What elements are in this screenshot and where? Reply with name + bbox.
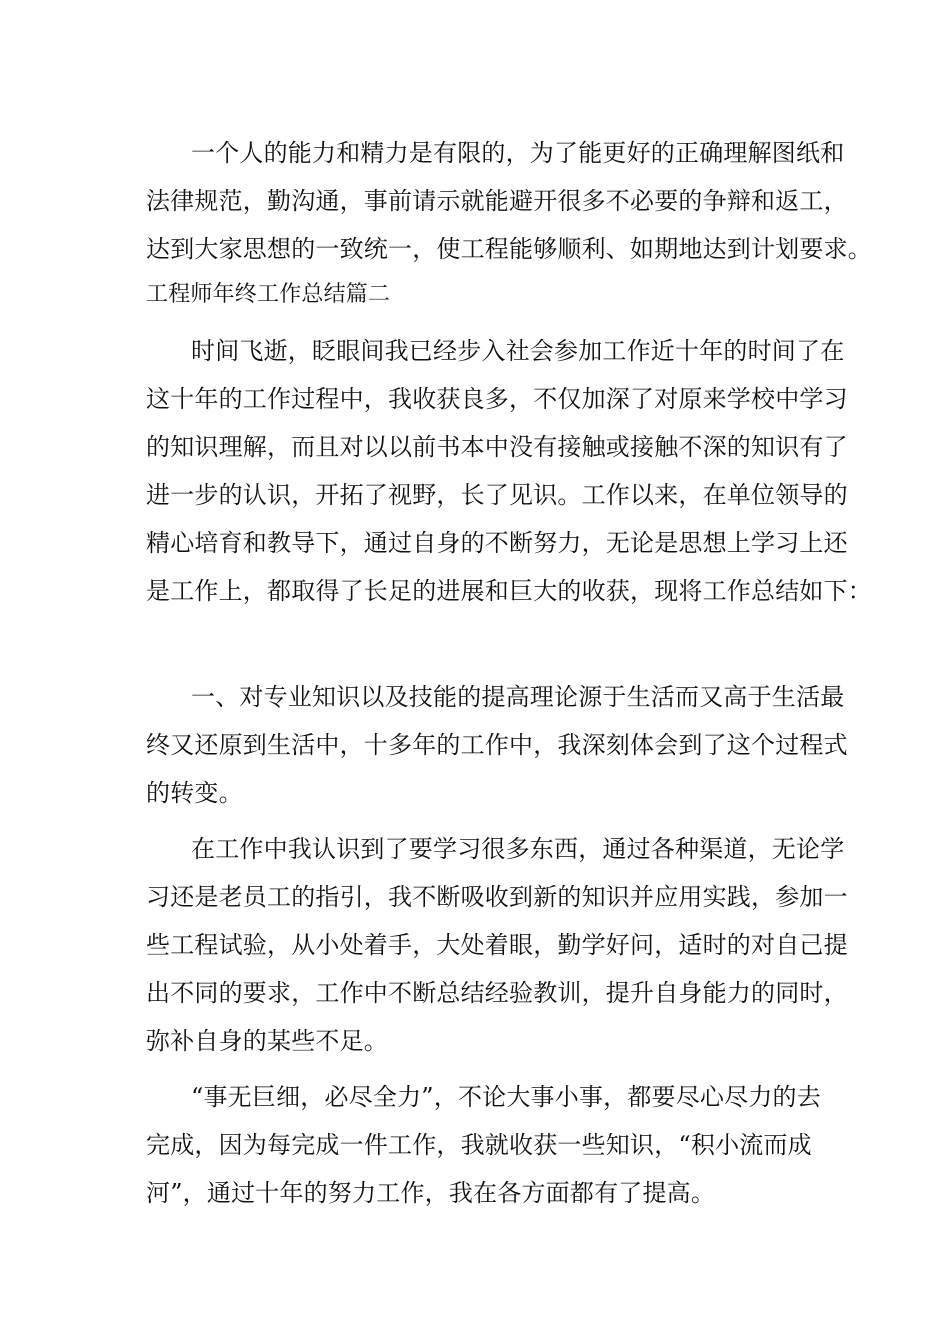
paragraph-1-line-3: 达到大家思想的一致统一，使工程能够顺利、如期地达到计划要求。 [146, 235, 872, 263]
paragraph-5-line-1: “事无巨细，必尽全力”，不论大事小事，都要尽心尽力的去 [191, 1083, 821, 1111]
paragraph-4-line-1: 在工作中我认识到了要学习很多东西，通过各种渠道，无论学 [191, 835, 845, 863]
paragraph-2-line-2: 这十年的工作过程中，我收获良多，不仅加深了对原来学校中学习 [146, 385, 848, 413]
paragraph-1-line-1: 一个人的能力和精力是有限的，为了能更好的正确理解图纸和 [191, 139, 845, 167]
paragraph-2-line-4: 进一步的认识，开拓了视野，长了见识。工作以来，在单位领导的 [146, 481, 848, 509]
section-heading: 工程师年终工作总结篇二 [146, 282, 391, 307]
paragraph-3-line-2: 终又还原到生活中，十多年的工作中，我深刻体会到了这个过程式 [146, 731, 848, 759]
paragraph-2-line-6: 是工作上，都取得了长足的进展和巨大的收获，现将工作总结如下： [146, 577, 872, 605]
paragraph-5-line-3: 河”，通过十年的努力工作，我在各方面都有了提高。 [146, 1179, 716, 1207]
paragraph-1-line-2: 法律规范，勤沟通，事前请示就能避开很多不必要的争辩和返工， [146, 187, 848, 215]
paragraph-2-line-5: 精心培育和教导下，通过自身的不断努力，无论是思想上学习上还 [146, 529, 848, 557]
paragraph-5-line-2: 完成，因为每完成一件工作，我就收获一些知识，“积小流而成 [146, 1131, 812, 1159]
paragraph-4-line-4: 出不同的要求，工作中不断总结经验教训，提升自身能力的同时， [146, 979, 848, 1007]
paragraph-4-line-3: 些工程试验，从小处着手，大处着眼，勤学好问，适时的对自己提 [146, 931, 848, 959]
paragraph-2-line-3: 的知识理解，而且对以以前书本中没有接触或接触不深的知识有了 [146, 433, 848, 461]
paragraph-4-line-2: 习还是老员工的指引，我不断吸收到新的知识并应用实践，参加一 [146, 883, 848, 911]
paragraph-2-line-1: 时间飞逝，眨眼间我已经步入社会参加工作近十年的时间了在 [191, 337, 845, 365]
paragraph-3-line-3: 的转变。 [146, 779, 243, 807]
paragraph-3-line-1: 一、对专业知识以及技能的提高理论源于生活而又高于生活最 [191, 683, 845, 711]
paragraph-4-line-5: 弥补自身的某些不足。 [146, 1027, 388, 1055]
